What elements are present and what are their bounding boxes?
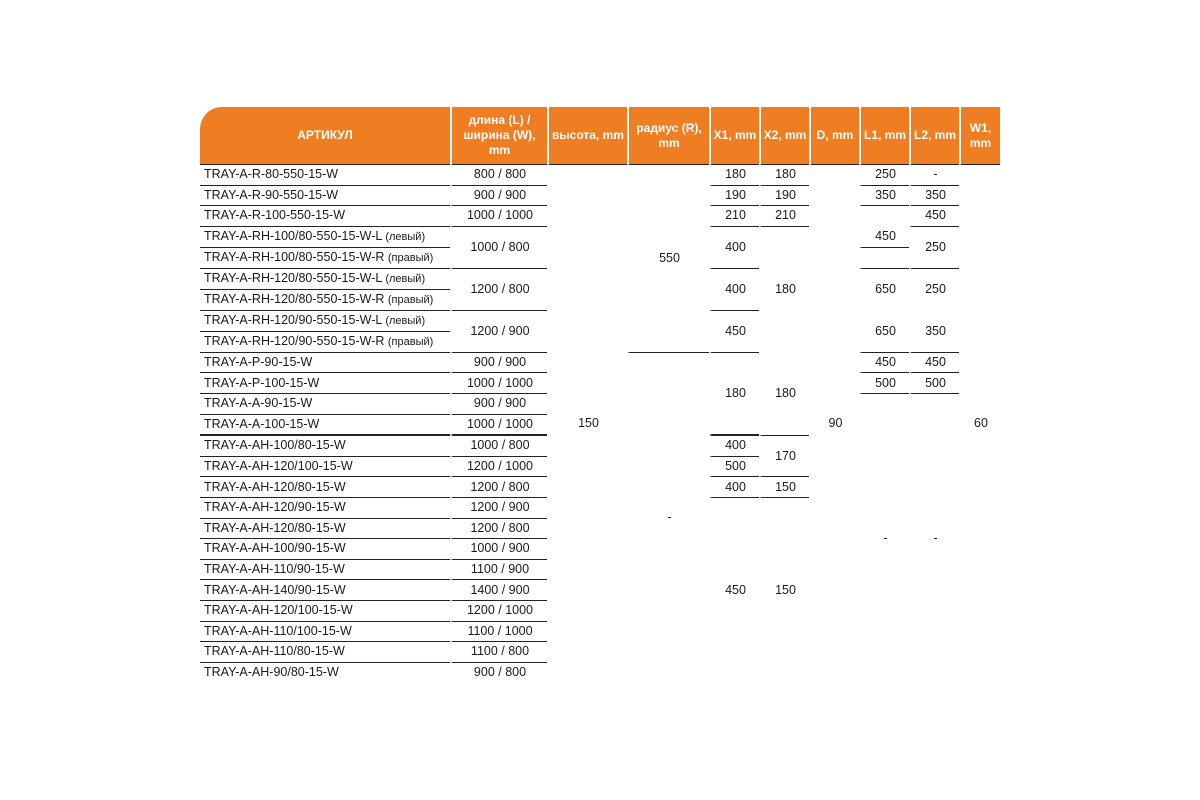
- article-cell: TRAY-A-P-100-15-W: [200, 373, 450, 394]
- size-cell: 1200 / 900: [450, 311, 547, 353]
- size-cell: 1000 / 1000: [450, 415, 547, 436]
- header-l2: L2, mm: [909, 107, 959, 164]
- x2-cell: 210: [759, 206, 809, 227]
- l2-cell: -: [909, 394, 959, 682]
- article-cell: TRAY-A-A-90-15-W: [200, 394, 450, 415]
- size-cell: 900 / 900: [450, 394, 547, 415]
- size-cell: 900 / 900: [450, 186, 547, 207]
- x2-cell: 180: [759, 164, 809, 186]
- l1-cell: 500: [859, 373, 909, 394]
- size-cell: 800 / 800: [450, 164, 547, 186]
- l2-cell: 250: [909, 269, 959, 311]
- x2-cell: 150: [759, 498, 809, 682]
- article-cell: TRAY-A-AH-120/100-15-W: [200, 457, 450, 478]
- x1-cell: 400: [709, 477, 759, 498]
- size-cell: 1200 / 900: [450, 498, 547, 519]
- l1-cell-empty: [859, 206, 909, 227]
- size-cell: 1000 / 800: [450, 435, 547, 457]
- l2-cell: 450: [909, 353, 959, 374]
- x1-cell: 500: [709, 457, 759, 478]
- article-cell: TRAY-A-AH-90/80-15-W: [204, 664, 339, 679]
- l2-cell: 350: [909, 186, 959, 207]
- article-cell: TRAY-A-R-100-550-15-W: [200, 206, 450, 227]
- size-cell: 1100 / 900: [450, 560, 547, 581]
- l1-cell: -: [859, 394, 909, 682]
- article-cell: TRAY-A-P-90-15-W: [200, 353, 450, 374]
- size-cell: 900 / 800: [450, 663, 547, 683]
- x1-cell: 450: [709, 311, 759, 353]
- x1-cell: 400: [709, 435, 759, 457]
- x2-cell: 170: [759, 435, 809, 477]
- article-cell: TRAY-A-AH-110/80-15-W: [200, 642, 450, 663]
- article-cell: TRAY-A-RH-100/80-550-15-W-L (левый): [200, 227, 450, 248]
- header-radius: радиус (R), mm: [627, 107, 709, 164]
- x1-cell: 210: [709, 206, 759, 227]
- l2-cell: 450: [909, 206, 959, 227]
- header-d: D, mm: [809, 107, 859, 164]
- size-cell: 1200 / 800: [450, 519, 547, 540]
- x1-cell: 180: [709, 353, 759, 435]
- header-size: длина (L) / ширина (W), mm: [450, 107, 547, 164]
- article-cell: TRAY-A-RH-120/80-550-15-W-R (правый): [200, 290, 450, 311]
- height-cell: 150: [547, 164, 627, 682]
- article-cell: TRAY-A-AH-100/90-15-W: [200, 539, 450, 560]
- article-cell: TRAY-A-AH-120/80-15-W: [200, 519, 450, 540]
- article-cell: TRAY-A-A-100-15-W: [200, 415, 450, 436]
- size-cell: 1200 / 1000: [450, 601, 547, 622]
- size-cell: 1000 / 1000: [450, 206, 547, 227]
- x1-cell: 180: [709, 164, 759, 186]
- article-cell: TRAY-A-RH-120/90-550-15-W-L (левый): [200, 311, 450, 332]
- x2-cell: 180: [759, 353, 809, 435]
- size-cell: 1000 / 1000: [450, 373, 547, 394]
- header-row: [200, 107, 1000, 164]
- size-cell: 1100 / 1000: [450, 622, 547, 643]
- article-cell: TRAY-A-AH-140/90-15-W: [200, 580, 450, 601]
- size-cell: 900 / 900: [450, 353, 547, 374]
- radius-cell: 550: [627, 164, 709, 353]
- l1-cell: 450: [859, 227, 909, 248]
- size-cell: 1000 / 800: [450, 227, 547, 269]
- header-height: высота, mm: [547, 107, 627, 164]
- x1-cell: 190: [709, 186, 759, 207]
- l1-cell: 450: [859, 353, 909, 374]
- x2-cell: 180: [759, 227, 809, 353]
- size-cell: 1200 / 1000: [450, 457, 547, 478]
- x1-cell: 400: [709, 269, 759, 311]
- l1-cell: 250: [859, 164, 909, 186]
- l1-cell: 350: [859, 186, 909, 207]
- header-x2: X2, mm: [759, 107, 809, 164]
- l2-cell: -: [909, 164, 959, 186]
- article-cell: TRAY-A-RH-120/80-550-15-W-L (левый): [200, 269, 450, 290]
- table-row: [200, 164, 1000, 186]
- header-l1: L1, mm: [859, 107, 909, 164]
- product-spec-table: [200, 107, 1000, 682]
- header-w1: W1, mm: [959, 107, 1000, 164]
- size-cell: 1000 / 900: [450, 539, 547, 560]
- w1-cell: 60: [959, 164, 1000, 682]
- size-cell: 1100 / 800: [450, 642, 547, 663]
- article-cell: TRAY-A-R-80-550-15-W: [200, 164, 450, 186]
- l1-cell-empty: [859, 248, 909, 269]
- size-cell: 1200 / 800: [450, 269, 547, 311]
- article-cell: TRAY-A-AH-110/90-15-W: [200, 560, 450, 581]
- size-cell: 1400 / 900: [450, 580, 547, 601]
- article-cell: TRAY-A-AH-120/90-15-W: [200, 498, 450, 519]
- header-x1: X1, mm: [709, 107, 759, 164]
- header-article: АРТИКУЛ: [200, 107, 450, 164]
- size-cell: 1200 / 800: [450, 477, 547, 498]
- article-cell: TRAY-A-AH-120/100-15-W: [200, 601, 450, 622]
- x2-cell: 190: [759, 186, 809, 207]
- x1-cell: 450: [709, 498, 759, 682]
- l2-cell: 500: [909, 373, 959, 394]
- article-cell: TRAY-A-AH-120/80-15-W: [200, 477, 450, 498]
- l1-cell: 650: [859, 311, 909, 353]
- d-cell: 90: [809, 164, 859, 682]
- article-cell: TRAY-A-AH-100/80-15-W: [200, 435, 450, 457]
- article-cell: TRAY-A-RH-120/90-550-15-W-R (правый): [200, 332, 450, 353]
- x1-cell: 400: [709, 227, 759, 269]
- article-cell: TRAY-A-RH-100/80-550-15-W-R (правый): [200, 248, 450, 269]
- article-cell: TRAY-A-AH-110/100-15-W: [200, 622, 450, 643]
- l2-cell: 250: [909, 227, 959, 269]
- radius-cell: -: [627, 353, 709, 683]
- article-cell: TRAY-A-R-90-550-15-W: [200, 186, 450, 207]
- x2-cell: 150: [759, 477, 809, 498]
- l2-cell: 350: [909, 311, 959, 353]
- l1-cell: 650: [859, 269, 909, 311]
